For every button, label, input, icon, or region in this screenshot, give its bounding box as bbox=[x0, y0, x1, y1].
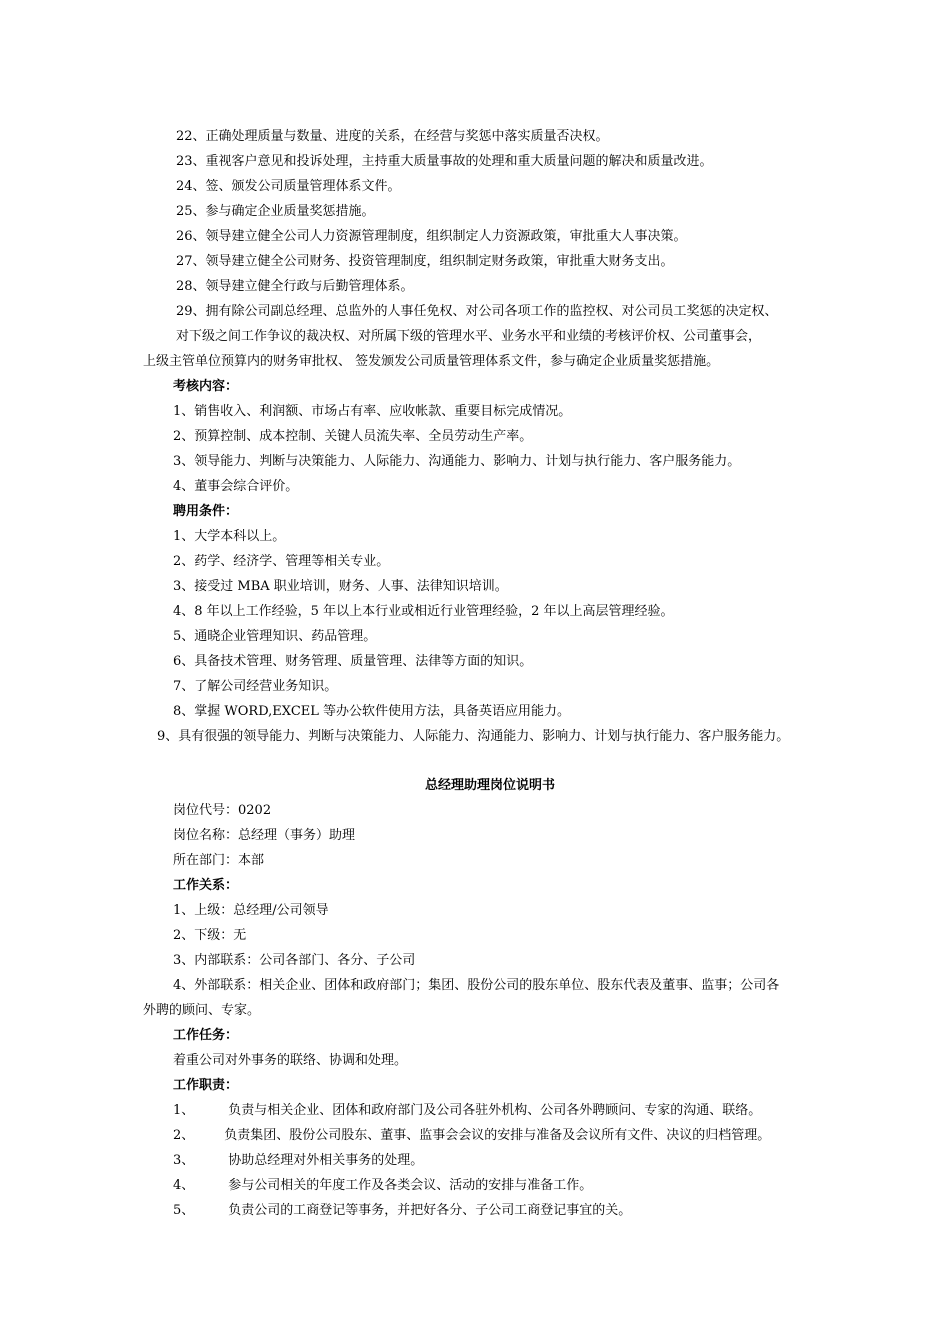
hiring-item: 7、了解公司经营业务知识。 bbox=[173, 679, 338, 694]
duties-item-number: 3、 bbox=[173, 1153, 195, 1168]
post-name: 岗位名称：总经理（事务）助理 bbox=[173, 828, 356, 843]
duty-item-22: 22、正确处理质量与数量、进度的关系，在经营与奖惩中落实质量否决权。 bbox=[176, 129, 609, 144]
relations-item: 3、内部联系：公司各部门、各分、子公司 bbox=[173, 953, 416, 968]
assessment-heading: 考核内容： bbox=[173, 379, 239, 394]
duty-item-23: 23、重视客户意见和投诉处理，主持重大质量事故的处理和重大质量问题的解决和质量改进。 bbox=[176, 154, 713, 169]
post-department: 所在部门：本部 bbox=[173, 853, 265, 868]
hiring-item: 2、药学、经济学、管理等相关专业。 bbox=[173, 554, 390, 569]
relations-item: 2、下级：无 bbox=[173, 928, 247, 943]
hiring-item: 4、8 年以上工作经验，5 年以上本行业或相近行业管理经验，2 年以上高层管理经验。 bbox=[173, 604, 674, 619]
relations-item-4-line2: 外聘的顾问、专家。 bbox=[143, 1003, 261, 1018]
task-heading: 工作任务： bbox=[173, 1028, 239, 1043]
duty-item-26: 26、领导建立健全公司人力资源管理制度，组织制定人力资源政策，审批重大人事决策。 bbox=[176, 229, 687, 244]
duties-item bbox=[173, 1102, 761, 1120]
duties-item-text: 协助总经理对外相关事务的处理。 bbox=[228, 1153, 424, 1168]
duties-item bbox=[173, 1202, 631, 1220]
relations-heading: 工作关系： bbox=[173, 878, 239, 893]
hiring-item: 1、大学本科以上。 bbox=[173, 529, 286, 544]
hiring-item: 3、接受过 MBA 职业培训，财务、人事、法律知识培训。 bbox=[173, 579, 508, 594]
duties-item-number: 2、 bbox=[173, 1128, 195, 1143]
assessment-item: 4、董事会综合评价。 bbox=[173, 479, 299, 494]
duties-item bbox=[173, 1177, 592, 1195]
duty-item-27: 27、领导建立健全公司财务、投资管理制度，组织制定财务政策，审批重大财务支出。 bbox=[176, 254, 674, 269]
relations-item-4-line1: 4、外部联系：相关企业、团体和政府部门；集团、股份公司的股东单位、股东代表及董事、监事；公司各 bbox=[173, 978, 780, 993]
hiring-item: 5、通晓企业管理知识、药品管理。 bbox=[173, 629, 377, 644]
duties-item-text: 负责集团、股份公司股东、董事、监事会会议的安排与准备及会议所有文件、决议的归档管理。 bbox=[224, 1128, 771, 1143]
hiring-item: 6、具备技术管理、财务管理、质量管理、法律等方面的知识。 bbox=[173, 654, 533, 669]
duty-item-29-line3: 上级主管单位预算内的财务审批权、 签发颁发公司质量管理体系文件，参与确定企业质量奖惩措施。 bbox=[143, 354, 720, 369]
task-text: 着重公司对外事务的联络、协调和处理。 bbox=[173, 1053, 408, 1068]
duty-item-25: 25、参与确定企业质量奖惩措施。 bbox=[176, 204, 375, 219]
duties-item-text: 负责公司的工商登记等事务，并把好各分、子公司工商登记事宜的关。 bbox=[228, 1203, 632, 1218]
relations-item: 1、上级：总经理/公司领导 bbox=[173, 903, 329, 918]
duties-item-text: 负责与相关企业、团体和政府部门及公司各驻外机构、公司各外聘顾问、专家的沟通、联络。 bbox=[228, 1103, 762, 1118]
duty-item-29-line2: 对下级之间工作争议的裁决权、对所属下级的管理水平、业务水平和业绩的考核评价权、公司董事会， bbox=[176, 329, 762, 344]
duties-item-number: 4、 bbox=[173, 1178, 195, 1193]
duty-item-24: 24、签、颁发公司质量管理体系文件。 bbox=[176, 179, 401, 194]
duties-item bbox=[173, 1127, 770, 1145]
duties-heading: 工作职责： bbox=[173, 1078, 239, 1093]
hiring-item: 8、掌握 WORD,EXCEL 等办公软件使用方法，具备英语应用能力。 bbox=[173, 704, 571, 719]
duties-item-text: 参与公司相关的年度工作及各类会议、活动的安排与准备工作。 bbox=[228, 1178, 593, 1193]
duties-item bbox=[173, 1152, 423, 1170]
assessment-item: 3、领导能力、判断与决策能力、人际能力、沟通能力、影响力、计划与执行能力、客户服务能力。 bbox=[173, 454, 741, 469]
hiring-item: 9、具有很强的领导能力、判断与决策能力、人际能力、沟通能力、影响力、计划与执行能力、客户服务能力。 bbox=[157, 729, 790, 744]
post-code: 岗位代号：0202 bbox=[173, 803, 272, 818]
duty-item-29-line1: 29、拥有除公司副总经理、总监外的人事任免权、对公司各项工作的监控权、对公司员工奖惩的决定权、 bbox=[176, 304, 778, 319]
doc2-title: 总经理助理岗位说明书 bbox=[424, 778, 555, 793]
duties-item-number: 1、 bbox=[173, 1103, 195, 1118]
duties-item-number: 5、 bbox=[173, 1203, 195, 1218]
assessment-item: 2、预算控制、成本控制、关键人员流失率、全员劳动生产率。 bbox=[173, 429, 533, 444]
duty-item-28: 28、领导建立健全行政与后勤管理体系。 bbox=[176, 279, 414, 294]
hiring-heading: 聘用条件： bbox=[173, 504, 239, 519]
assessment-item: 1、销售收入、利润额、市场占有率、应收帐款、重要目标完成情况。 bbox=[173, 404, 572, 419]
